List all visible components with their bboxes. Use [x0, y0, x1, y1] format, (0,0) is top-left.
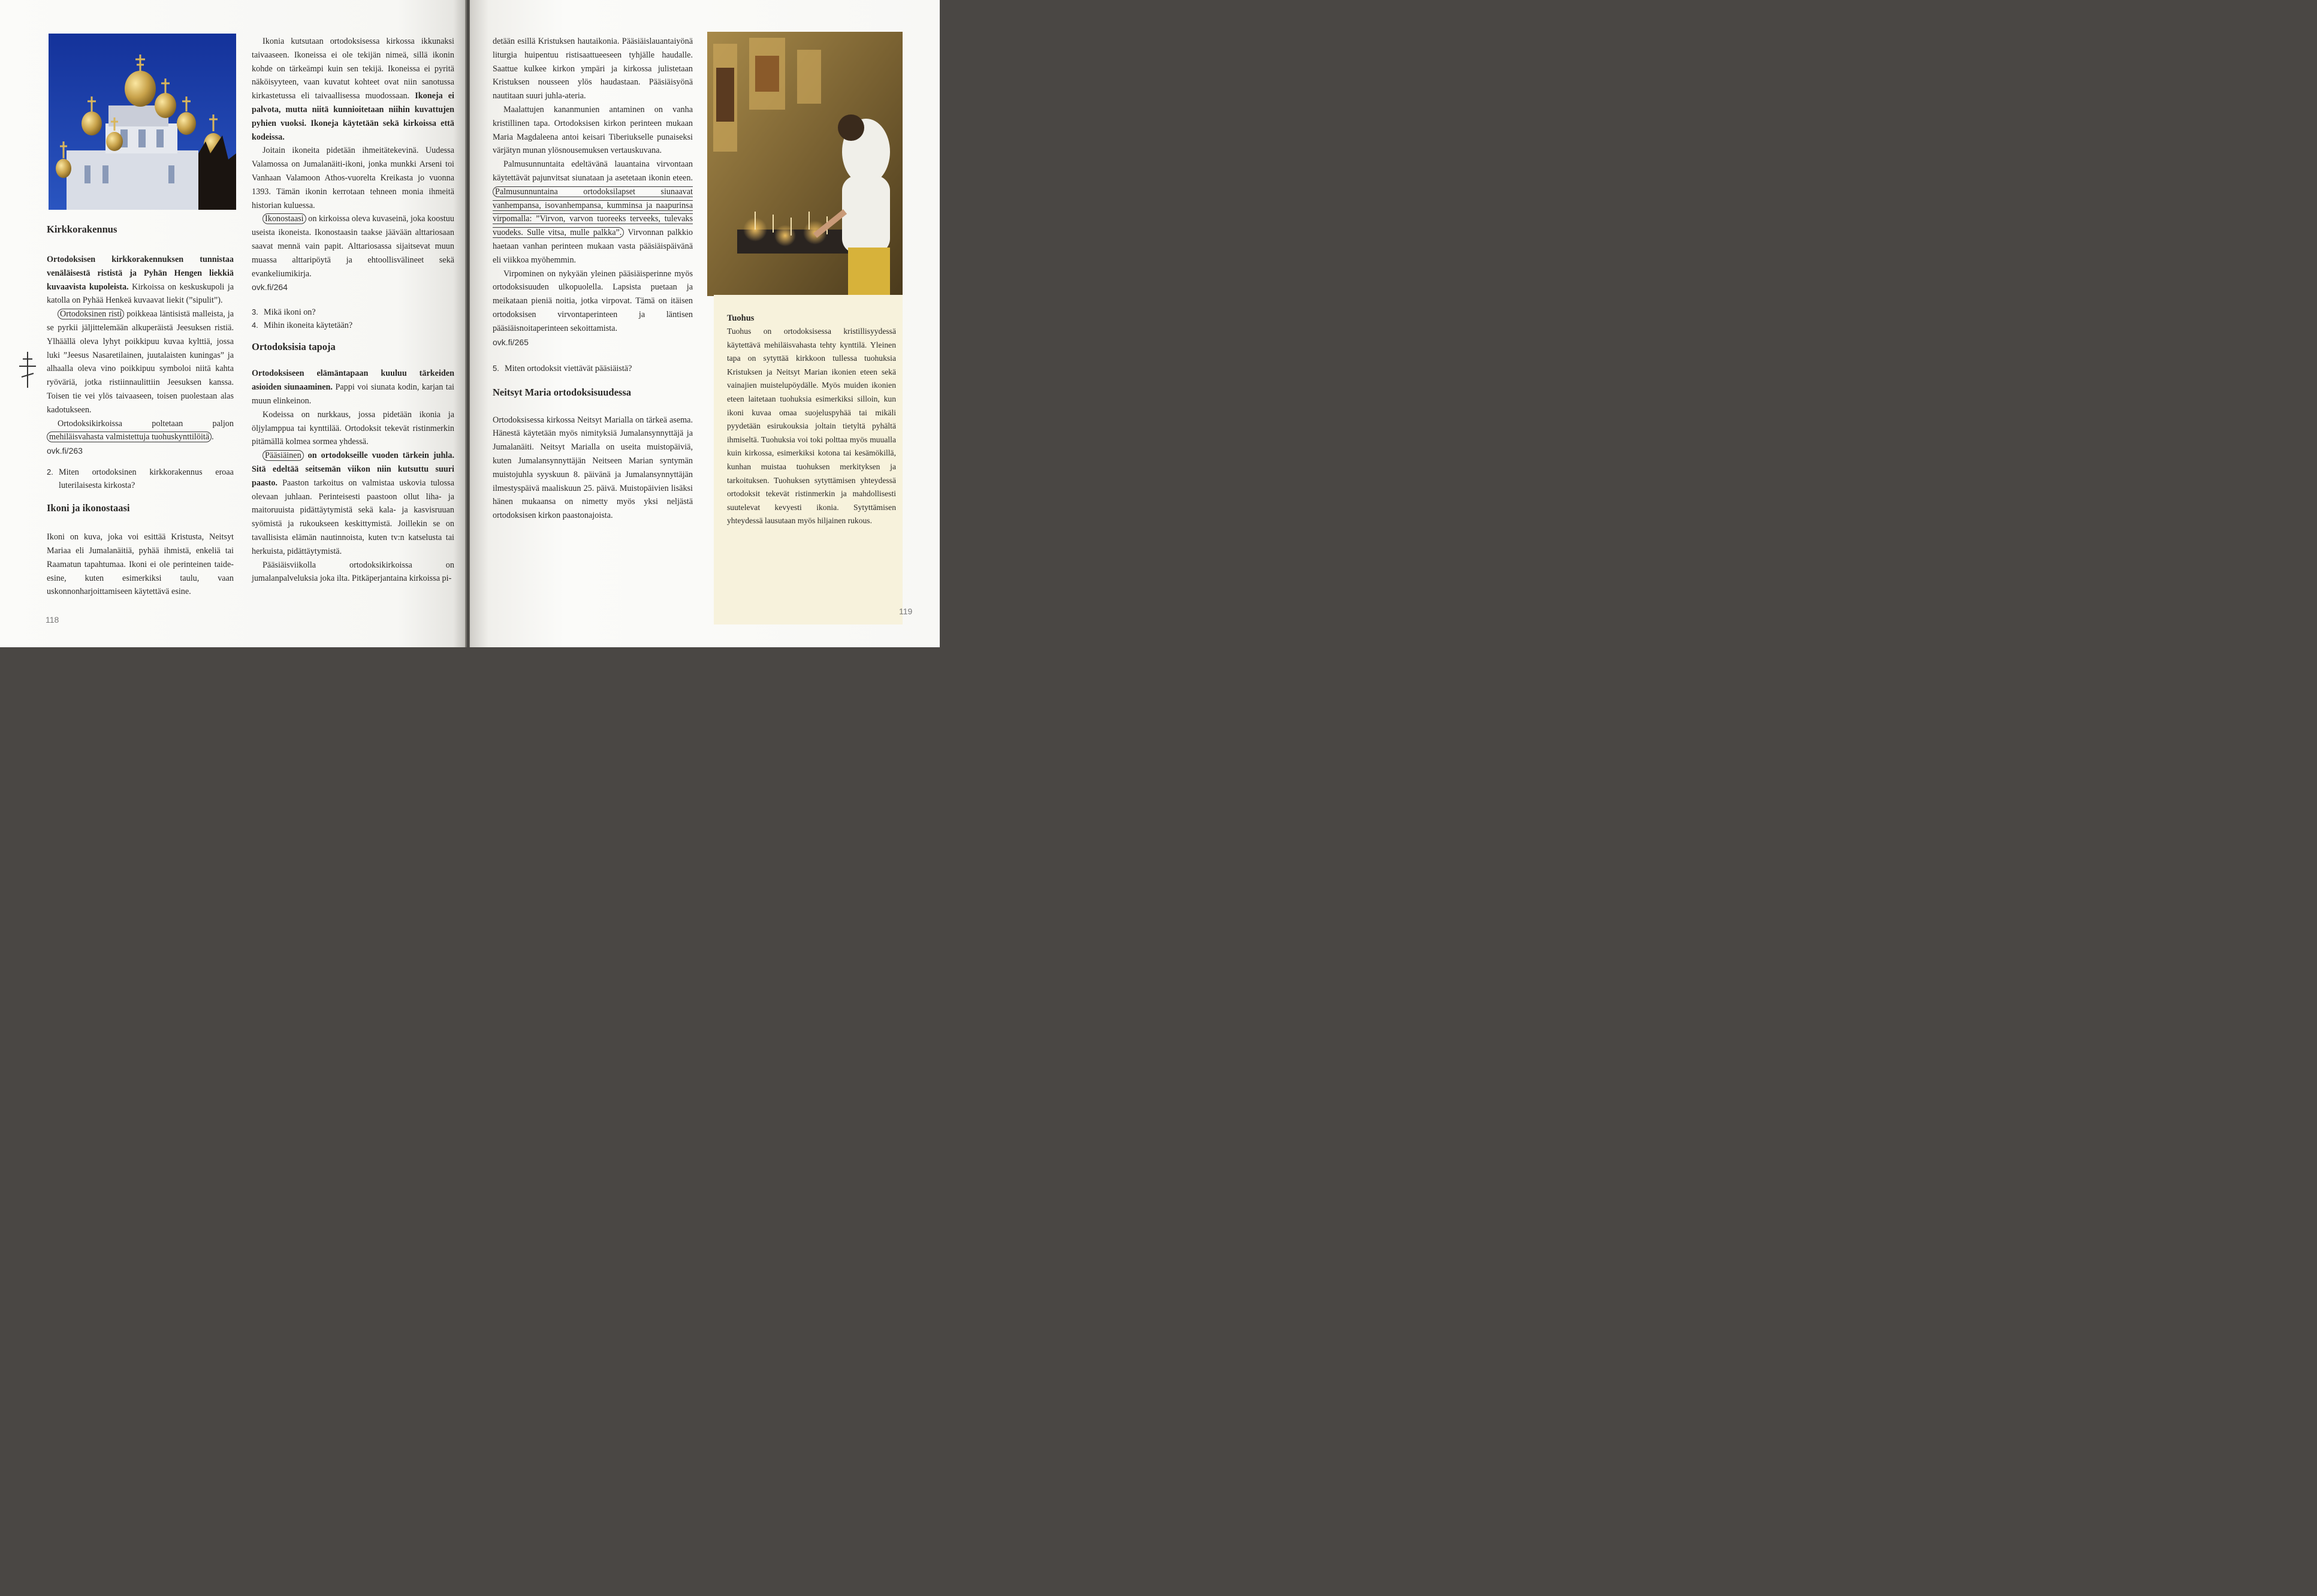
bold-intro: Ortodoksisen kirkkorakennuksen tunnistaa venäläisestä rististä ja Pyhän Hengen liekkiä kuvaavista kupoleista. [47, 255, 234, 292]
page-number-left: 118 [46, 615, 59, 624]
link-ovk-263[interactable]: ovk.fi/263 [47, 446, 83, 456]
link-ovk-265[interactable]: ovk.fi/265 [493, 337, 529, 347]
left-column-1 [47, 223, 234, 599]
left-column-2 [252, 35, 454, 586]
paragraph-virpominen: Virpominen on nykyään yleinen pääsiäisperinne myös ortodoksisuuden ulkopuolella. Lapsista puetaan ja meikataan pieniä noitia, jotka virpovat. Tämä on itäisen ortodoksisen virvontaperinteen ja läntisen pääsiäisnoitaperinteen sekoittamista. [493, 268, 693, 333]
pen-circle-mark: Ortodoksinen risti [58, 309, 124, 319]
question-2: 2. Miten ortodoksinen kirkkorakennus eroaa luterilaisesta kirkosta? [47, 467, 234, 491]
sidebar-title: Tuohus [727, 313, 755, 323]
heading-ikoni: Ikoni ja ikonostaasi [47, 502, 130, 514]
paragraph-ikoni-taivaaseen: Ikonia kutsutaan ortodoksisessa kirkossa ikkunaksi taivaaseen. Ikoneissa ei ole tekijän nimeä, sillä ikonin kohde on tärkeämpi kuin sen tekijä. Ikoneissa ei pyritä näköisyyteen, vaan kuvatut kohteet ovat niin sanotussa kirkastetussa eli taivaallisessa muodossaan. Ikoneja ei palvota, mutta niitä kunnioitetaan niihin kuvattujen pyhien vuoksi. Ikoneja käytetään sekä kirkoissa että kodeissa. [252, 37, 454, 142]
paragraph-cross: Ortodoksinen risti poikkeaa läntisistä malleista, ja se pyrkii jäljittelemään alkuperäistä Jeesuksen ristiä. Ylhäällä oleva lyhyt poikkipuu kuvaa kylttiä, jossa luki ”Jeesus Nasaretilainen, juutalaisten kuningas” ja alhaalla oleva vino poikkipuu symboloi niitä kahta ryöväriä, jotka ristiinnaulittiin Jeesuksen kanssa. Toisen tie vei ylös taivaaseen, toisen puolestaan alas kadotukseen. [47, 309, 234, 415]
question-4: 4. Mihin ikoneita käytetään? [252, 321, 353, 331]
pen-circle-mark: Palmusunnuntaina ortodoksilapset siunaavat vanhempansa, isovanhempansa, kumminsa ja naapurinsa virpomalla: ”Virvon, varvon tuoreeks terveeks, tulevaks vuodeks. Sulle vitsa, mulle palkka”. [493, 186, 693, 238]
question-5: 5. Miten ortodoksit viettävät pääsiäistä? [493, 363, 632, 373]
paragraph-ihmeitatekevat: Joitain ikoneita pidetään ihmeitätekevinä. Uudessa Valamossa on Jumalanäiti-ikoni, jonka munkki Arseni toi Vanhaan Valamoon Athos-vuorelta Kreikasta jo vuonna 1393. Tämän ikonin kerrotaan tehneen monia ihmeitä historian kuluessa. [252, 146, 454, 210]
sidebar-text: Tuohus on ortodoksisessa kristillisyydessä käytettävä mehiläisvahasta tehty kynttilä. Yleinen tapa on sytyttää kirkkoon tullessa tuohuksia Kristuksen ja Neitsyt Marian ikonien eteen sekä vainajien muistelupöydälle. Myös muiden ikonien eteen laitetaan tuohuksia esimerkiksi silloin, kun ikoni kuvaa omaa suojeluspyhää tai mikäli pyydetään esirukouksia joltain tietyltä pyhältä ihmiseltä. Tuohuksia voi toki polttaa myös muualla kuin kirkossa, esimerkiksi kotona tai kesämökillä, kunhan muistaa tuohuksen merkityksen ja tarkoituksen. Tuohuksen sytyttämisen yhteydessä ortodoksit tekevät ristinmerkin ja mahdollisesti suutelevat kevyesti ikonia. Sytyttämisen yhteydessä lausutaan myös hiljainen rukous. [727, 327, 896, 526]
pen-circle-mark: mehiläisvahasta valmistettuja tuohuskynttilöitä [47, 432, 212, 442]
page-number-right: 119 [899, 607, 913, 616]
paragraph-palmusunnuntai: Palmusunnuntaita edeltävänä lauantaina virvontaan käytettävät pajunvitsat siunataan ja asetetaan ikonin eteen. Palmusunnuntaina ortodoksilapset siunaavat vanhempansa, isovanhempansa, kumminsa ja naapurinsa virpomalla: ”Virvon, varvon tuoreeks terveeks, tulevaks vuodeks. Sulle vitsa, mulle palkka”. Virvonnan palkkio haetaan vanhan perinteen mukaan vasta pääsiäispäivänä eli viikkoa myöhemmin. [493, 159, 693, 265]
pen-circle-mark: Ikonostaasi [263, 213, 306, 224]
sidebar-content [727, 312, 896, 528]
paragraph-kodeissa: Kodeissa on nurkkaus, jossa pidetään ikonia ja öljylamppua tai kynttilää. Ortodoksit tekevät ristinmerkin pitämällä kolmea sormea yhdessä. [252, 409, 454, 447]
paragraph-church-building: Ortodoksisen kirkkorakennuksen tunnistaa venäläisestä rististä ja Pyhän Hengen liekkiä kuvaavista kupoleista. Kirkoissa on keskuskupoli ja katolla on Pyhää Henkeä kuvaavat liekit (”sipulit”). [47, 255, 234, 306]
paragraph-neitsyt-maria: Ortodoksisessa kirkossa Neitsyt Marialla on tärkeä asema. Hänestä käytetään myös nimityksiä Jumalansynnyttäjä ja Jumalanäiti. Neitsyt Marialla on useita muistopäiviä, kuten Jumalansynnyttäjän Neitseen Marian syntymän muistojuhla syyskuun 8. päivänä ja Jumalansynnyttäjän ilmestyspäivä maaliskuun 25. päivä. Muistopäivien lisäksi hänen mukaansa on nimetty myös yksi neljästä ortodoksisen kirkon paastonajoista. [493, 415, 693, 521]
paragraph-paasiaisviikko: Pääsiäisviikolla ortodoksikirkoissa on jumalanpalveluksia joka ilta. Pitkäperjantaina kirkoissa pi- [252, 560, 454, 584]
heading-neitsyt-maria: Neitsyt Maria ortodoksisuudessa [493, 386, 632, 398]
question-3: 3. Mikä ikoni on? [252, 307, 316, 318]
right-page [470, 0, 940, 647]
church-photo [49, 34, 236, 210]
paragraph-candles: Ortodoksikirkoissa poltetaan paljon mehiläisvahasta valmistettuja tuohuskynttilöitä . [47, 417, 234, 445]
right-column-1 [493, 35, 693, 523]
left-page [0, 0, 467, 647]
iconostasis-candle-illustration [707, 32, 903, 296]
paragraph-ikoni: Ikoni on kuva, joka voi esittää Kristusta, Neitsyt Mariaa eli Jumalanäitiä, pyhää ihmistä, enkeliä tai Raamatun tapahtumaa. Ikoni ei ole perinteinen taide-esine, kuten esimerkiksi taulu, vaan uskonnonharjoittamiseen käytettävä esine. [47, 532, 234, 597]
church-domes-illustration [49, 34, 236, 210]
link-ovk-264[interactable]: ovk.fi/264 [252, 282, 288, 292]
paragraph-siunaaminen: Ortodoksiseen elämäntapaan kuuluu tärkeiden asioiden siunaaminen. Pappi voi siunata kodin, karjan tai muun elinkeinon. [252, 369, 454, 406]
heading-ortodoksisia-tapoja: Ortodoksisia tapoja [252, 341, 336, 353]
pen-circle-mark: Pääsiäinen [263, 450, 304, 461]
paragraph-paasiainen: Pääsiäinen on ortodokseille vuoden tärkein juhla. Sitä edeltää seitsemän viikon niin kutsuttu suuri paasto. Paaston tarkoitus on valmistaa uskovia tulossa olevaan juhlaan. Perinteisesti paastoon ollut liha- ja maitoruuista pidättäytymistä sekä kala- ja kasvisruuan syömistä ja rukoukseen keskittymistä. Joillekin se on tavallisista elämän nautinnoista, kuten tv:n katselusta tai herkuista, pidättäytymistä. [252, 451, 454, 556]
candle-photo [707, 32, 903, 296]
heading-kirkkorakennus: Kirkkorakennus [47, 224, 117, 235]
paragraph-kananmunat: Maalattujen kananmunien antaminen on vanha kristillinen tapa. Ortodoksisen kirkon perinteen mukaan Maria Magdaleena antoi keisari Tiberiukselle punaiseksi värjätyn munan ylösnousemuksen vertauskuvana. [493, 104, 693, 156]
paragraph-hautaikoni: detään esillä Kristuksen hautaikonia. Pääsiäislauantaiyönä liturgia huipentuu ristisaattueeseen tyhjälle haudalle. Saattue kulkee kirkon ympäri ja kirkossa julistetaan Kristuksen nousseen ylös haudastaan. Pääsiäisyönä nautitaan suuri juhla-ateria. [493, 37, 693, 101]
paragraph-ikonostaasi: Ikonostaasi on kirkoissa oleva kuvaseinä, joka koostuu useista ikoneista. Ikonostaasin taakse jäävään alttariosaan saavat mennä vain papit. Alttariosassa sijaitsevat muun muassa alttaripöytä ja ehtoollisvälineet sekä evankeliumikirja. [252, 214, 454, 279]
handwritten-cross-icon [16, 351, 40, 390]
